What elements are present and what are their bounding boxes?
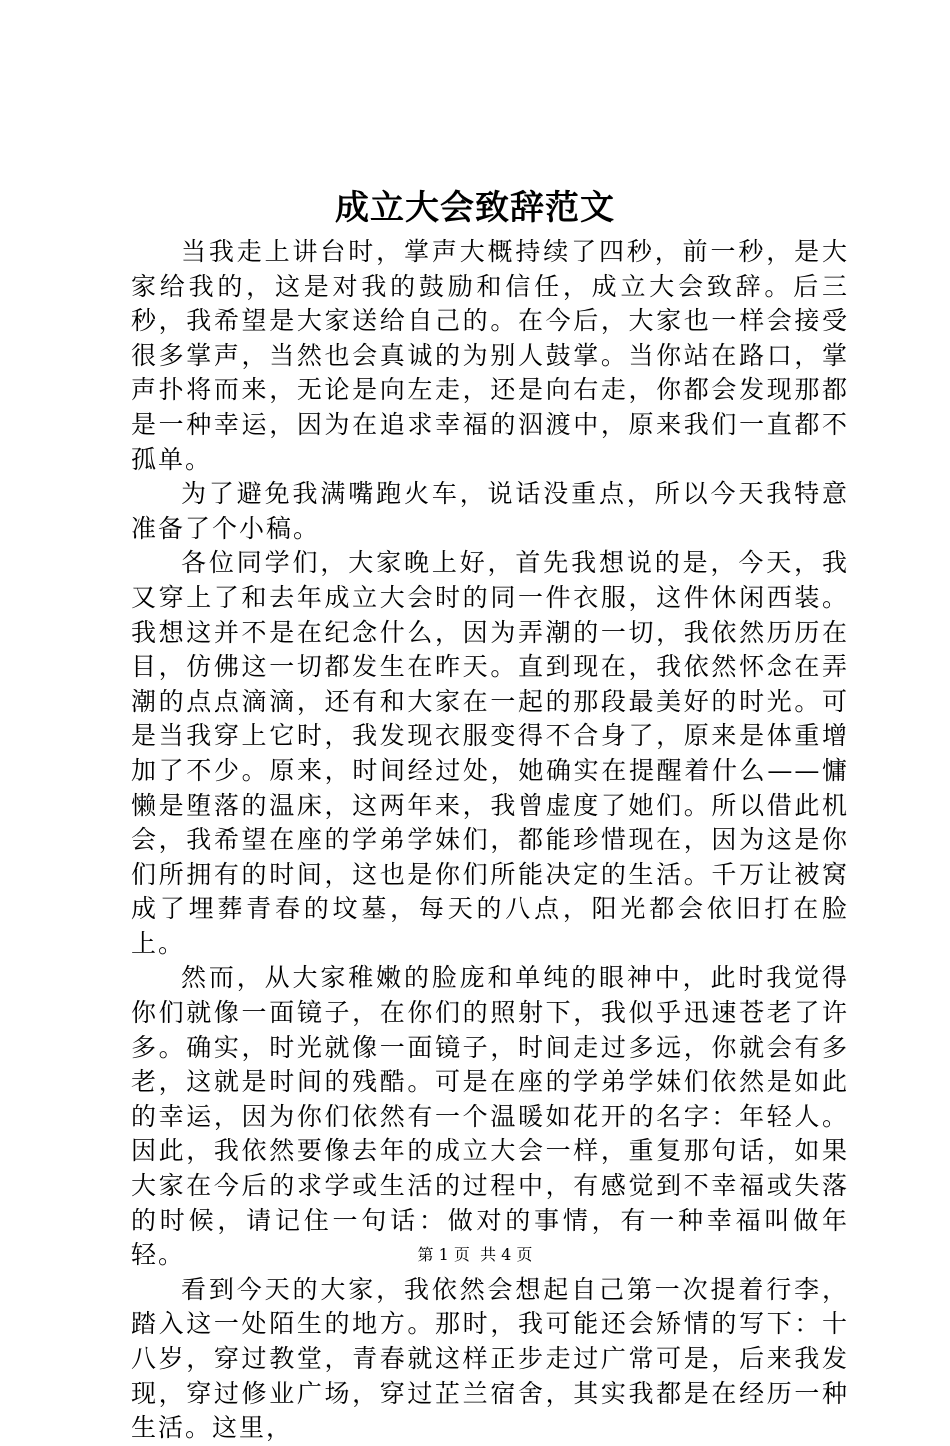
page-footer: 第 1 页 共 4 页 bbox=[417, 1245, 533, 1264]
paragraph-1: 当我走上讲台时，掌声大概持续了四秒，前一秒，是大家给我的，这是对我的鼓励和信任，成立大会致辞。后三秒，我希望是大家送给自己的。在今后，大家也一样会接受很多掌声，当然也会真诚的为别人鼓掌。当你站在路口，掌声扑将而来，无论是向左走，还是向右走，你都会发现那都是一种幸运，因为在追求幸福的泅渡中，原来我们一直都不孤单。 bbox=[131, 237, 849, 474]
paragraph-2: 为了避免我满嘴跑火车，说话没重点，所以今天我特意准备了个小稿。 bbox=[131, 479, 849, 543]
paragraph-5: 看到今天的大家，我依然会想起自己第一次提着行李，踏入这一处陌生的地方。那时，我可能还会矫情的写下：十八岁，穿过教堂，青春就这样正步走过广常可是，后来我发现，穿过修业广场，穿过芷兰宿舍，其实我都是在经历一种生活。这里， bbox=[131, 1274, 849, 1443]
paragraph-4: 然而，从大家稚嫩的脸庞和单纯的眼神中，此时我觉得你们就像一面镜子，在你们的照射下，我似乎迅速苍老了许多。确实，时光就像一面镜子，时间走过多远，你就会有多老，这就是时间的残酷。可是在座的学弟学妹们依然是如此的幸运，因为你们依然有一个温暖如花开的名字：年轻人。因此，我依然要像去年的成立大会一样，重复那句话，如果大家在今后的求学或生活的过程中，有感觉到不幸福或失落的时候，请记住一句话：做对的事情，有一种幸福叫做年轻。 bbox=[131, 963, 849, 1270]
paragraph-3: 各位同学们，大家晚上好，首先我想说的是，今天，我又穿上了和去年成立大会时的同一件衣服，这件休闲西装。我想这并不是在纪念什么，因为弄潮的一切，我依然历历在目，仿佛这一切都发生在昨天。直到现在，我依然怀念在弄潮的点点滴滴，还有和大家在一起的那段最美好的时光。可是当我穿上它时，我发现衣服变得不合身了，原来是体重增加了不少。原来，时间经过处，她确实在提醒着什么——慵懒是堕落的温床，这两年来，我曾虚度了她们。所以借此机会，我希望在座的学弟学妹们，都能珍惜现在，因为这是你们所拥有的时间，这也是你们所能决定的生活。千万让被窝成了埋葬青春的坟墓，每天的八点，阳光都会依旧打在脸上。 bbox=[131, 548, 849, 958]
document-title: 成立大会致辞范文 bbox=[335, 188, 615, 228]
